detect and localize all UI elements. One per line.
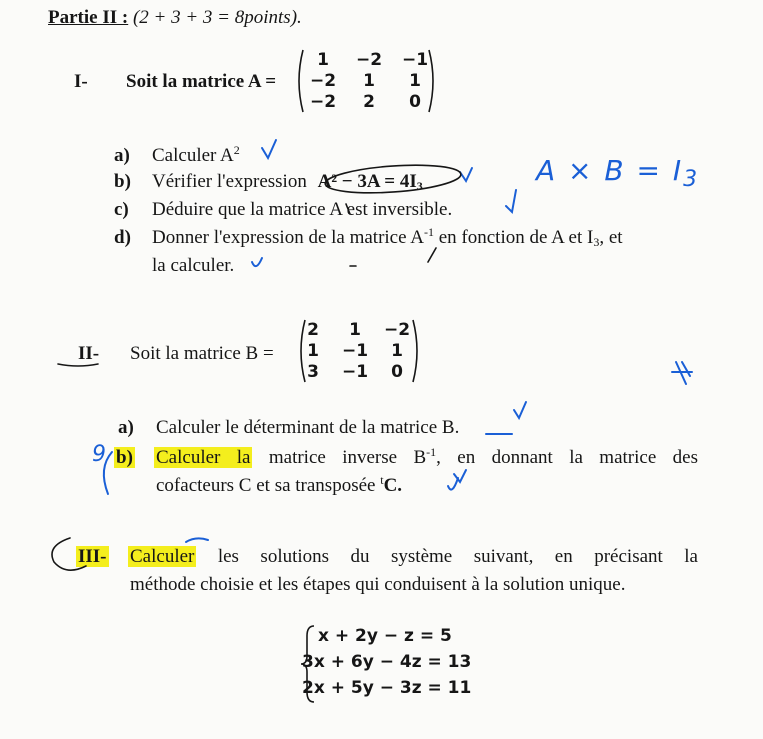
matrix-a-cell: −2 xyxy=(355,50,383,70)
check-mark-icon xyxy=(448,478,458,490)
part1-d-letter: d) xyxy=(114,227,131,248)
part2-b-line2-sup: t xyxy=(380,473,384,487)
part1-d-post: en fonction de A et I xyxy=(433,227,594,248)
part2-b-letter xyxy=(114,446,135,469)
section-header xyxy=(48,6,302,29)
matrix-a-cell: 0 xyxy=(409,92,421,112)
matrix-b-cell: 1 xyxy=(349,320,361,340)
equation-row: 2x + 5y − 3z = 11 xyxy=(302,678,472,698)
matrix-b-cell: −2 xyxy=(383,320,411,340)
matrix-a-cell: −2 xyxy=(309,71,337,91)
part1-c-text: Déduire que la matrice A est inversible. xyxy=(152,199,453,220)
check-mark-icon xyxy=(506,190,516,212)
matrix-a-cell: 2 xyxy=(363,92,375,112)
cross-mark-icon xyxy=(672,362,692,384)
part2-b-post: matrice inverse B xyxy=(252,447,427,468)
matrix-b-cell: 2 xyxy=(307,320,319,340)
part1-d-line1 xyxy=(152,226,623,249)
part1-d-sub: 3 xyxy=(593,235,600,249)
part1-b-expression xyxy=(318,171,423,192)
part1-a-label: Calculer A xyxy=(152,145,234,166)
part1-b-letter: b) xyxy=(114,171,131,192)
part1-b-expr: A² − 3A = 4I xyxy=(317,171,417,192)
part1-d-sup: -1 xyxy=(423,225,434,239)
part2-b-line2-text: cofacteurs C et sa transposée xyxy=(156,475,381,496)
part1-d-line2: la calculer. xyxy=(152,255,235,276)
check-mark-icon xyxy=(252,258,262,266)
part1-d-end: , et xyxy=(599,227,623,248)
matrix-a-cell: 1 xyxy=(409,71,421,91)
part1-d-pre: Donner l'expression de la matrice A xyxy=(152,227,424,248)
matrix-b-cell: −1 xyxy=(341,341,369,361)
equation-row: 3x + 6y − 4z = 13 xyxy=(302,652,472,672)
part2-intro: Soit la matrice B = xyxy=(130,343,274,364)
part2-b-line2-end: C. xyxy=(383,475,403,496)
part2-b-line2 xyxy=(156,474,402,497)
check-mark-icon xyxy=(514,402,526,418)
part1-b-expr-sub: 3 xyxy=(416,179,423,193)
right-paren-icon xyxy=(428,48,438,114)
handwritten-note-sub: 3 xyxy=(683,167,700,192)
part2-b-highlight: Calculer la xyxy=(156,447,251,468)
equation-system xyxy=(300,624,500,704)
part2-b-line1 xyxy=(154,446,698,469)
part3-number-text: III- xyxy=(78,546,107,567)
part2-a-letter: a) xyxy=(118,417,134,438)
part3-highlight: Calculer xyxy=(130,546,195,567)
part3-number xyxy=(76,545,109,568)
part1-a-sup: 2 xyxy=(233,143,240,157)
matrix-b-cell: 0 xyxy=(391,362,403,382)
matrix-a xyxy=(294,48,438,114)
matrix-b-cell: 1 xyxy=(391,341,403,361)
part3-line1-rest: les solutions du système suivant, en précisant la xyxy=(196,546,698,567)
part1-b-text xyxy=(152,170,423,193)
part2-b-end: , en donnant la matrice des xyxy=(436,447,698,468)
handwritten-side-mark: 9 xyxy=(92,442,106,467)
section-title: Partie II : xyxy=(48,7,129,28)
part1-intro: Soit la matrice A = xyxy=(126,71,277,92)
check-mark-icon xyxy=(454,470,466,482)
check-mark-icon xyxy=(460,168,472,181)
equation-row: x + 2y − z = 5 xyxy=(318,626,452,646)
part3-line2: méthode choisie et les étapes qui conduisent à la solution unique. xyxy=(130,574,626,595)
matrix-b xyxy=(296,318,422,384)
handwritten-note xyxy=(536,154,699,192)
check-mark-icon xyxy=(262,140,276,158)
matrix-a-cell: −2 xyxy=(309,92,337,112)
part2-number: II- xyxy=(78,343,100,364)
part3-line1 xyxy=(128,545,698,568)
matrix-b-cell: −1 xyxy=(341,362,369,382)
matrix-a-cell: 1 xyxy=(317,50,329,70)
right-paren-icon xyxy=(412,318,422,384)
part1-a-letter: a) xyxy=(114,145,130,166)
matrix-b-cell: 3 xyxy=(307,362,319,382)
part2-b-sup: -1 xyxy=(426,445,437,459)
matrix-a-cell: −1 xyxy=(401,50,429,70)
section-points: (2 + 3 + 3 = 8points). xyxy=(132,7,302,28)
overline-mark-icon xyxy=(186,538,208,542)
part1-number: I- xyxy=(74,71,88,92)
matrix-a-cell: 1 xyxy=(363,71,375,91)
part1-a-text xyxy=(152,144,240,167)
part2-b-letter-text: b) xyxy=(116,447,133,468)
part1-b-label: Vérifier l'expression xyxy=(152,171,307,192)
pencil-mark-icon xyxy=(428,248,436,262)
part2-a-text: Calculer le déterminant de la matrice B. xyxy=(156,417,460,438)
matrix-b-cell: 1 xyxy=(307,341,319,361)
part1-c-letter: c) xyxy=(114,199,129,220)
handwritten-note-text: A × B = I xyxy=(536,154,684,187)
